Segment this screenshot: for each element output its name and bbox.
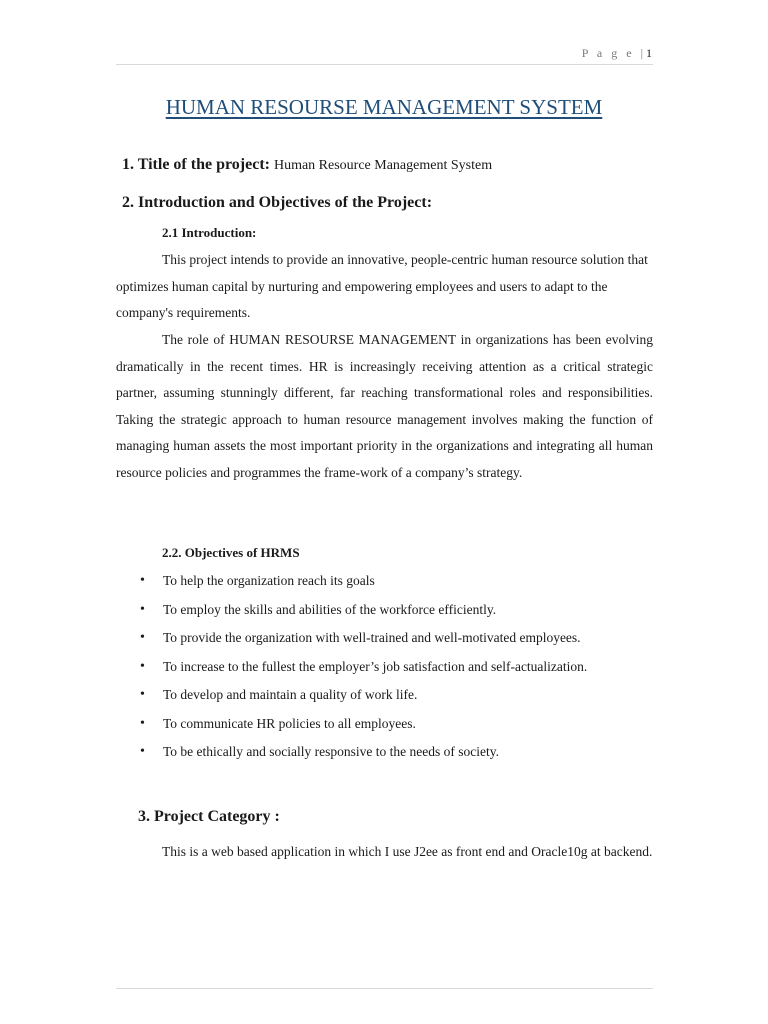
intro-heading: 2.1 Introduction: xyxy=(162,225,257,240)
project-category-text: This is a web based application in which I use J2ee as front end and Oracle10g at backend. xyxy=(162,844,653,859)
page-label: P a g e | xyxy=(581,46,646,60)
document-title: HUMAN RESOURSE MANAGEMENT SYSTEM xyxy=(165,95,603,119)
section-2-heading: 2. Introduction and Objectives of the Project: xyxy=(122,194,433,211)
project-category-paragraph xyxy=(138,841,653,862)
section-3-heading: 3. Project Category : xyxy=(138,808,280,825)
footer-rule xyxy=(116,988,653,989)
intro-paragraph-2 xyxy=(116,327,653,487)
section-1-heading xyxy=(122,156,492,174)
list-item: • To develop and maintain a quality of work life. xyxy=(137,681,587,710)
list-item: • To provide the organization with well-trained and well-motivated employees. xyxy=(137,624,587,653)
section-1-value: Human Resource Management System xyxy=(273,158,493,173)
header-rule xyxy=(116,64,653,65)
page-number: 1 xyxy=(646,46,652,60)
intro-paragraph-1-text: This project intends to provide an innovative, people-centric human resource solution that optimizes human capital by nurturing and empowering employees and users to adapt to the company's requirements. xyxy=(116,252,648,321)
objectives-heading: 2.2. Objectives of HRMS xyxy=(162,545,300,560)
list-item: • To be ethically and socially responsive to the needs of society. xyxy=(137,738,587,767)
intro-paragraph-2-text: The role of HUMAN RESOURSE MANAGEMENT in organizations has been evolving dramatically in the recent times. HR is increasingly receiving attention as a critical strategic partner, assuming stunningly different, far reaching transformational roles and responsibilities. Taking the strategic approach to human resource management involves making the function of managing human assets the most important priority in the organizations and integrating all human resource policies and programmes the frame-work of a company’s strategy. xyxy=(116,332,653,480)
section-1-label: 1. Title of the project: xyxy=(122,156,270,173)
objectives-list xyxy=(137,567,587,767)
list-item: • To communicate HR policies to all employees. xyxy=(137,710,587,739)
list-item: • To increase to the fullest the employer’s job satisfaction and self-actualization. xyxy=(137,653,587,682)
list-item: • To employ the skills and abilities of the workforce efficiently. xyxy=(137,596,587,625)
intro-paragraph-1 xyxy=(116,247,653,327)
list-item: • To help the organization reach its goals xyxy=(137,567,587,596)
page-header xyxy=(582,46,652,61)
